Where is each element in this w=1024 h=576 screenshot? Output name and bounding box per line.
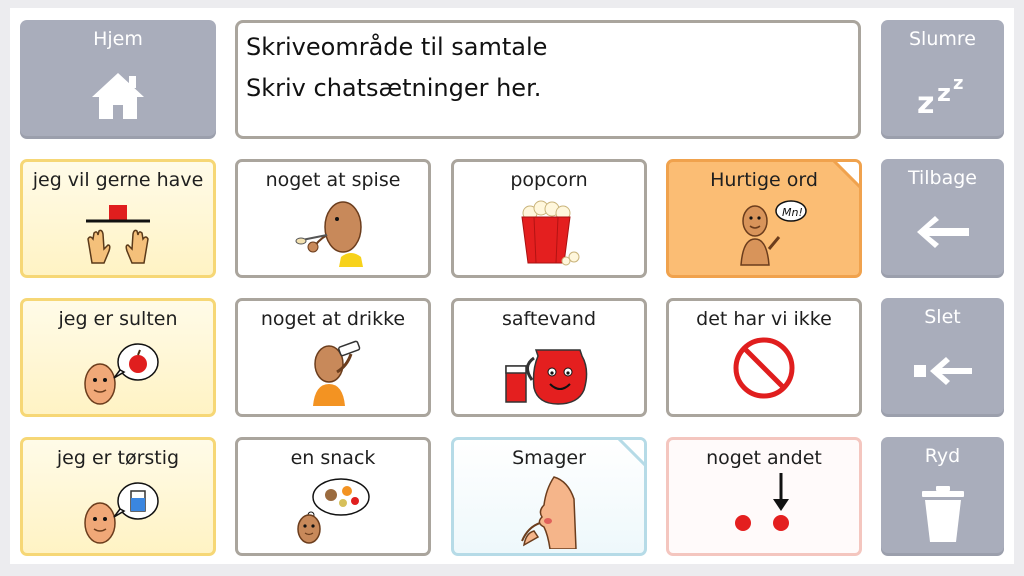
- tile-jeg-vil-gerne-have[interactable]: [20, 159, 216, 278]
- svg-text:z: z: [936, 79, 951, 107]
- sleep-button[interactable]: [881, 20, 1004, 139]
- back-label: Tilbage: [907, 167, 978, 189]
- tile-label: jeg er tørstig: [56, 447, 180, 469]
- tile-en-snack[interactable]: [235, 437, 431, 556]
- speaking-person-icon: [669, 197, 859, 267]
- tile-hurtige-ord[interactable]: [666, 159, 862, 278]
- tile-jeg-er-torstig[interactable]: [20, 437, 216, 556]
- tile-label: Hurtige ord: [710, 169, 818, 191]
- svg-text:z: z: [916, 86, 934, 117]
- drinking-icon: [238, 336, 428, 406]
- text-area-placeholder: Skriv chatsætninger her.: [246, 74, 542, 102]
- no-sign-icon: [669, 336, 859, 400]
- tile-label: det har vi ikke: [696, 308, 832, 330]
- tile-label: en snack: [290, 447, 376, 469]
- delete-label: Slet: [924, 306, 961, 328]
- chat-text-area[interactable]: [235, 20, 861, 139]
- sleep-label: Slumre: [909, 28, 976, 50]
- snack-icon: [238, 475, 428, 545]
- svg-text:Mn!: Mn!: [782, 206, 803, 219]
- tile-saftevand[interactable]: [451, 298, 647, 417]
- tasting-icon: [454, 475, 644, 549]
- zzz-icon: [881, 71, 1004, 117]
- something-else-icon: [669, 471, 859, 535]
- clear-label: Ryd: [924, 445, 961, 467]
- tile-label: jeg vil gerne have: [32, 169, 204, 191]
- give-me-icon: [23, 203, 213, 267]
- svg-text:z: z: [952, 73, 963, 94]
- tile-smager[interactable]: [451, 437, 647, 556]
- hungry-icon: [23, 342, 213, 406]
- tile-label: jeg er sulten: [58, 308, 178, 330]
- eating-icon: [238, 197, 428, 267]
- text-area-title: Skriveområde til samtale: [246, 33, 548, 61]
- tile-label: noget andet: [706, 447, 822, 469]
- tile-popcorn[interactable]: [451, 159, 647, 278]
- tile-label: Smager: [512, 447, 586, 469]
- backspace-icon: [881, 355, 1004, 387]
- tile-noget-andet[interactable]: [666, 437, 862, 556]
- house-icon: [20, 71, 216, 121]
- clear-button[interactable]: [881, 437, 1004, 556]
- home-button[interactable]: [20, 20, 216, 139]
- popcorn-icon: [454, 199, 644, 267]
- tile-label: saftevand: [501, 308, 597, 330]
- tile-noget-at-drikke[interactable]: [235, 298, 431, 417]
- tile-det-har-vi-ikke[interactable]: [666, 298, 862, 417]
- tile-noget-at-spise[interactable]: [235, 159, 431, 278]
- tile-label: noget at spise: [265, 169, 401, 191]
- juice-jug-icon: [454, 340, 644, 406]
- thirsty-icon: [23, 481, 213, 545]
- trash-icon: [881, 484, 1004, 544]
- home-label: Hjem: [93, 28, 143, 50]
- tile-jeg-er-sulten[interactable]: [20, 298, 216, 417]
- tile-label: noget at drikke: [260, 308, 406, 330]
- arrow-left-icon: [881, 214, 1004, 250]
- tile-label: popcorn: [510, 169, 588, 191]
- back-button[interactable]: [881, 159, 1004, 278]
- delete-button[interactable]: [881, 298, 1004, 417]
